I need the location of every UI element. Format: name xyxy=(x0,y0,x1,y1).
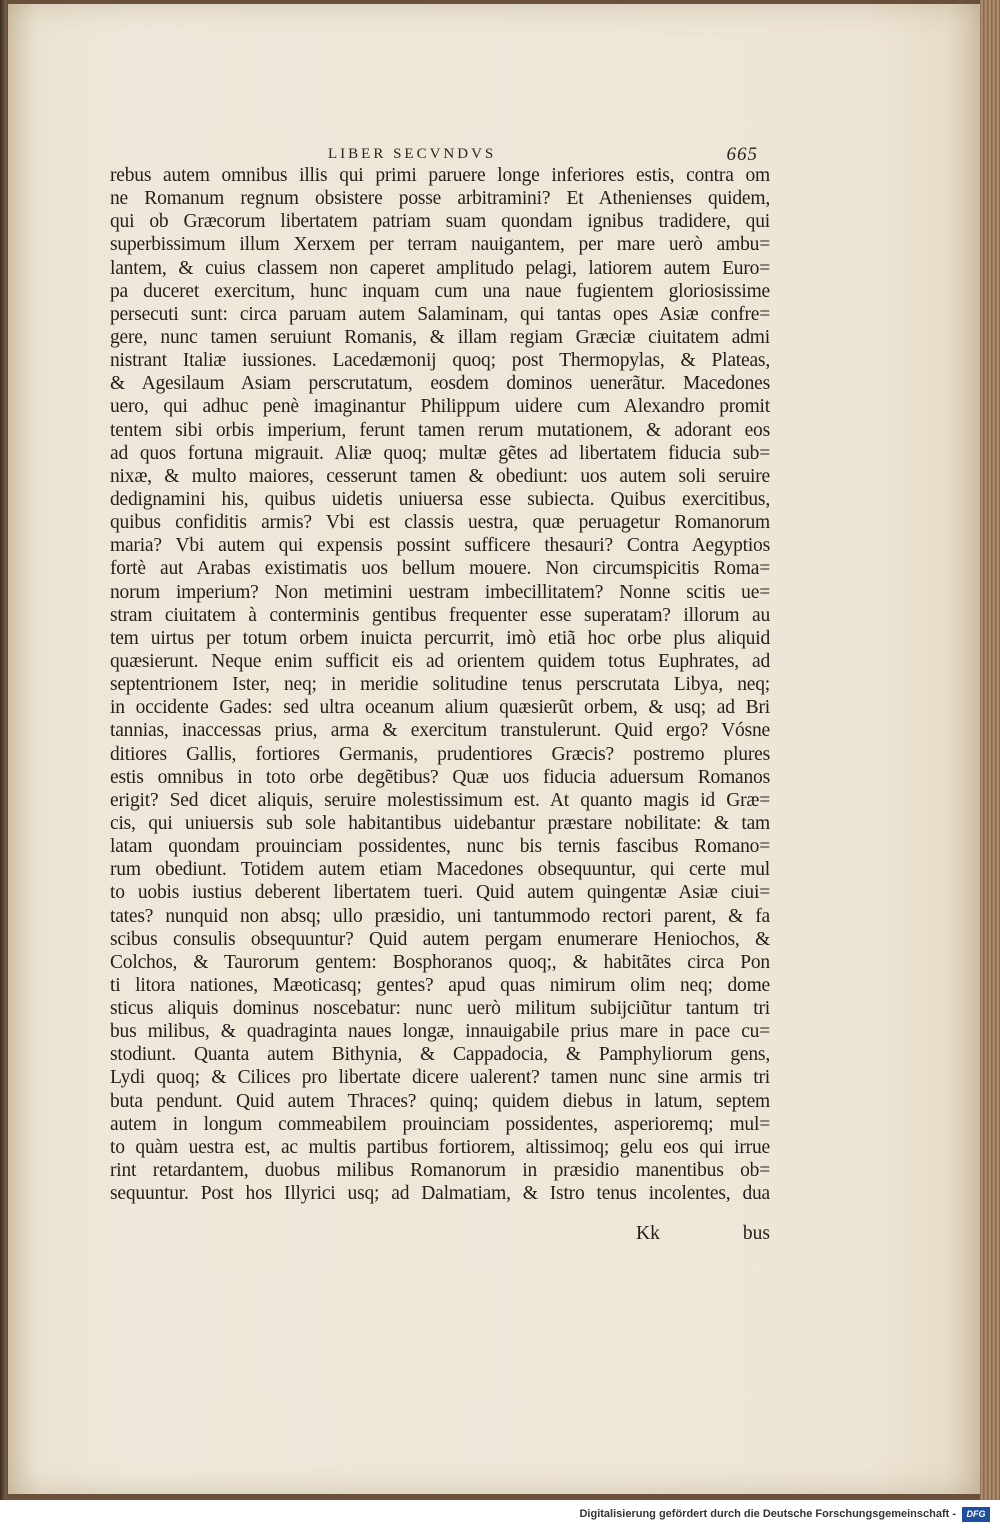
page-number: 665 xyxy=(726,144,758,165)
text-line: tentem sibi orbis imperium, ferunt tamen rerum mutationem, & adorant eos xyxy=(110,419,770,441)
text-line: tannias, inaccessas prius, arma & exercitum transtulerunt. Quid ergo? Vósne xyxy=(110,720,770,742)
text-line: estis omnibus in toto orbe degẽtibus? Quæ uos fiducia aduersum Romanos xyxy=(110,766,770,788)
text-line: stodiunt. Quanta autem Bithynia, & Cappadocia, & Pamphyliorum gens, xyxy=(110,1044,770,1066)
text-line: uero, qui adhuc penè imaginantur Philippum uidere cum Alexandro promit xyxy=(110,396,770,418)
text-line: & Agesilaum Asiam perscrutatum, eosdem dominos uenerãtur. Macedones xyxy=(110,373,770,395)
text-line: superbissimum illum Xerxem per terram nauigantem, per mare uerò ambu= xyxy=(110,234,770,256)
text-line: rebus autem omnibus illis qui primi paruere longe inferiores estis, contra om xyxy=(110,165,770,186)
text-line: quibus confiditis armis? Vbi est classis uestra, quæ peruagetur Romanorum xyxy=(110,512,770,534)
text-line: fortè aut Arabas existimatis uos bellum mouere. Non circumspicitis Roma= xyxy=(110,558,770,580)
text-line: ditiores Gallis, fortiores Germanis, prudentiores Græcis? postremo plures xyxy=(110,743,770,765)
text-line: Colchos, & Taurorum gentem: Bosphoranos quoq;, & habitãtes circa Pon xyxy=(110,951,770,973)
text-line: ad quos fortuna migrauit. Aliæ quoq; multæ gẽtes ad libertatem fiducia sub= xyxy=(110,442,770,464)
running-title: LIBER SECVNDVS xyxy=(328,146,497,162)
text-line: latam quondam prouinciam possidentes, nunc bis ternis fascibus Romano= xyxy=(110,836,770,858)
text-line: in occidente Gades: sed ultra oceanum alium quæsierũt orbem, & usq; ad Bri xyxy=(110,697,770,719)
text-line: to uobis iustius deberent libertatem tueri. Quid autem quingentæ Asiæ ciui= xyxy=(110,882,770,904)
text-line: quæsierunt. Neque enim sufficit eis ad orientem quidem totus Euphrates, ad xyxy=(110,650,770,672)
text-line: rint retardantem, duobus milibus Romanorum in præsidio manentibus ob= xyxy=(110,1160,770,1182)
text-line: rum obediunt. Totidem autem etiam Macedones obsequuntur, qui certe mul xyxy=(110,859,770,881)
text-line: autem in longum commeabilem prouinciam possidentes, asperioremq; mul= xyxy=(110,1113,770,1135)
text-line: ne Romanum regnum obsistere posse arbitramini? Et Athenienses quidem, xyxy=(110,188,770,210)
text-line: lantem, & cuius classem non caperet amplitudo pelagi, latiorem autem Euro= xyxy=(110,257,770,279)
text-line: maria? Vbi autem qui expensis possint sufficere thesauri? Contra Aegyptios xyxy=(110,535,770,557)
dfg-logo: DFG xyxy=(962,1507,990,1522)
text-block xyxy=(110,164,770,1205)
text-line: ti litora nationes, Mæoticasq; gentes? apud quas nimirum olim neq; dome xyxy=(110,974,770,996)
page-edges xyxy=(980,0,1000,1500)
text-line: tates? nunquid non absq; ullo præsidio, uni tantummodo rectori parent, & fa xyxy=(110,905,770,927)
catchword: bus xyxy=(742,1223,770,1244)
text-line: buta pendunt. Quid autem Thraces? quinq; quidem diebus in latum, septem xyxy=(110,1090,770,1112)
text-line: cis, qui uniuersis sub sole habitantibus uidebantur præstare nobilitate: & tam xyxy=(110,812,770,834)
text-line: sequuntur. Post hos Illyrici usq; ad Dalmatiam, & Istro tenus incolentes, dua xyxy=(110,1183,770,1205)
signature-mark: Kk xyxy=(636,1223,660,1244)
text-line: gere, nunc tamen seruiunt Romanis, & illam regiam Græciæ ciuitatem admi xyxy=(110,326,770,348)
text-line: nixæ, & multo maiores, cesserunt tamen & obediunt: uos autem soli seruire xyxy=(110,465,770,487)
text-line: qui ob Græcorum libertatem patriam suam quondam ignibus tradidere, qui xyxy=(110,211,770,233)
text-line: norum imperium? Non metimini uestram imbecillitatem? Nonne scitis ue= xyxy=(110,581,770,603)
text-line: persecuti sunt: circa paruam autem Salaminam, qui tantas opes Asiæ confre= xyxy=(110,303,770,325)
catchline xyxy=(110,1223,770,1247)
text-line: nistrant Italiæ iussiones. Lacedæmonij quoq; post Thermopylas, & Plateas, xyxy=(110,350,770,372)
text-line: septentrionem Ister, neq; in meridie solitudine tenus perscrutata Libya, neq; xyxy=(110,674,770,696)
book-spine xyxy=(0,0,6,1500)
text-line: tem uirtus per totum orbem inuicta percurrit, imò etiã hoc orbe plus aliquid xyxy=(110,627,770,649)
text-line: to quàm uestra est, ac multis partibus fortiorem, altissimoq; gelu eos qui irrue xyxy=(110,1136,770,1158)
text-line: dedignamini his, quibus uidetis uniuersa esse subiecta. Quibus exercitibus, xyxy=(110,488,770,510)
funding-credit: Digitalisierung gefördert durch die Deutsche Forschungsgemeinschaft - xyxy=(579,1508,956,1520)
text-line: sticus aliquis dominus noscebatur: nunc uerò militum subijciũtur tantum tri xyxy=(110,998,770,1020)
text-line: bus milibus, & quadraginta naues longæ, innauigabile prius mare in pace cu= xyxy=(110,1021,770,1043)
text-line: scibus consulis obsequuntur? Quid autem pergam enumerare Heniochos, & xyxy=(110,928,770,950)
text-line: pa duceret exercitum, hunc inquam cum una naue fugientem gloriosissime xyxy=(110,280,770,302)
text-line: erigit? Sed dicet aliquis, seruire molestissimum est. At quanto magis id Græ= xyxy=(110,789,770,811)
digitization-footer xyxy=(0,1500,1000,1530)
text-line: Lydi quoq; & Cilices pro libertate dicere ualerent? tamen nunc sine armis tri xyxy=(110,1067,770,1089)
text-line: stram ciuitatem à conterminis gentibus frequenter esse superatam? illorum au xyxy=(110,604,770,626)
